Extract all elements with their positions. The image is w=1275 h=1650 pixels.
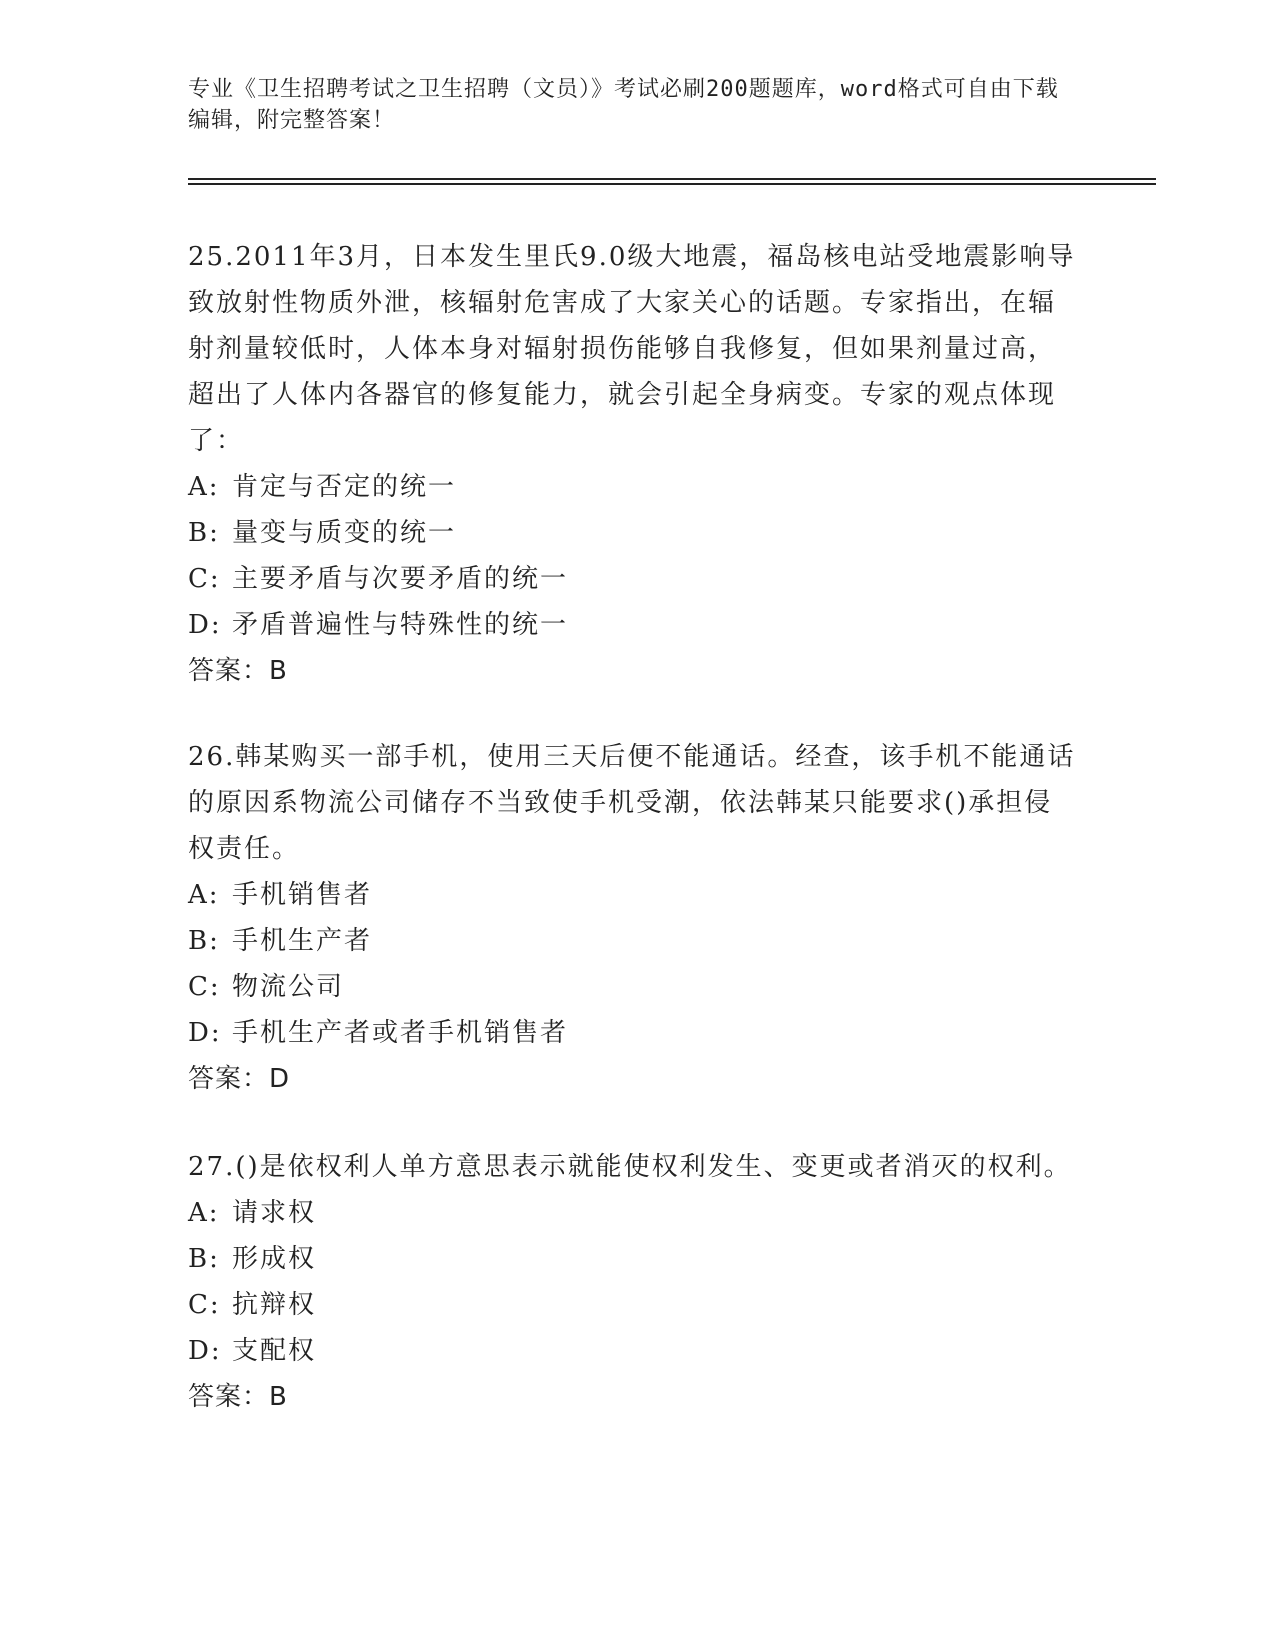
option-text: 量变与质变的统一 [232, 518, 457, 548]
option-text: 肯定与否定的统一 [232, 472, 457, 502]
question-text: 27.()是依权利人单方意思表示就能使权利发生、变更或者消灭的权利。 [188, 1152, 1072, 1182]
option-c [188, 1282, 1078, 1328]
option-text: 手机生产者或者手机销售者 [232, 1018, 569, 1048]
question-25 [188, 234, 1078, 694]
option-key: D: [188, 610, 222, 640]
option-b [188, 510, 1078, 556]
option-text: 物流公司 [232, 972, 345, 1002]
option-text: 抗辩权 [232, 1290, 317, 1320]
header-divider-bottom [188, 183, 1156, 185]
option-d [188, 602, 1078, 648]
option-text: 矛盾普遍性与特殊性的统一 [232, 610, 569, 640]
option-text: 支配权 [232, 1336, 317, 1366]
option-text: 形成权 [232, 1244, 317, 1274]
option-key: C: [188, 564, 221, 594]
option-key: B: [188, 1244, 220, 1274]
option-key: D: [188, 1018, 222, 1048]
header-divider-top [188, 178, 1156, 180]
option-b [188, 1236, 1078, 1282]
question-text: 26.韩某购买一部手机，使用三天后便不能通话。经查，该手机不能通话的原因系物流公司储存不当致使手机受潮，依法韩某只能要求()承担侵权责任。 [188, 742, 1076, 864]
answer: 答案：B [188, 1382, 288, 1412]
option-key: A: [188, 1198, 220, 1228]
option-key: C: [188, 1290, 221, 1320]
question-text: 25.2011年3月，日本发生里氏9.0级大地震，福岛核电站受地震影响导致放射性物质外泄，核辐射危害成了大家关心的话题。专家指出，在辐射剂量较低时，人体本身对辐射损伤能够自我修复，但如果剂量过高，超出了人体内各器官的修复能力，就会引起全身病变。专家的观点体现了： [188, 242, 1076, 456]
option-a [188, 464, 1078, 510]
option-key: D: [188, 1336, 222, 1366]
option-key: B: [188, 926, 220, 956]
option-b [188, 918, 1078, 964]
option-key: A: [188, 472, 220, 502]
answer: 答案：B [188, 656, 288, 686]
option-a [188, 872, 1078, 918]
option-key: A: [188, 880, 220, 910]
answer: 答案：D [188, 1064, 291, 1094]
option-text: 主要矛盾与次要矛盾的统一 [232, 564, 569, 594]
question-27 [188, 1144, 1078, 1420]
question-26 [188, 734, 1078, 1102]
option-text: 手机生产者 [232, 926, 373, 956]
option-a [188, 1190, 1078, 1236]
option-c [188, 964, 1078, 1010]
option-key: C: [188, 972, 221, 1002]
option-key: B: [188, 518, 220, 548]
option-text: 请求权 [232, 1198, 317, 1228]
option-d [188, 1328, 1078, 1374]
option-d [188, 1010, 1078, 1056]
header-note: 专业《卫生招聘考试之卫生招聘（文员）》考试必刷200题题库，word格式可自由下载编辑，附完整答案！ [188, 77, 1059, 133]
option-c [188, 556, 1078, 602]
option-text: 手机销售者 [232, 880, 373, 910]
